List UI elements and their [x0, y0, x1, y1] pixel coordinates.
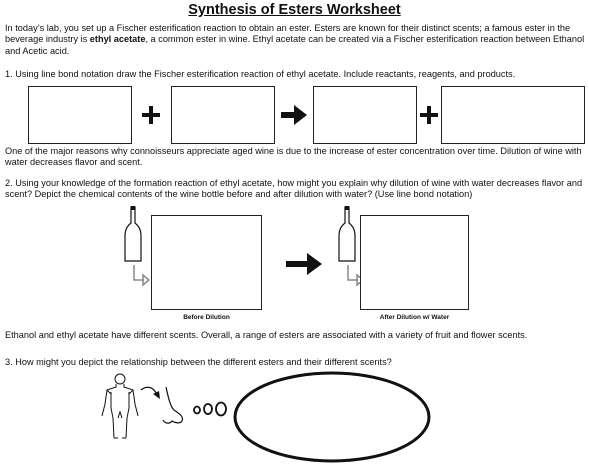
before-dilution-box[interactable] — [151, 215, 262, 310]
scents-paragraph: Ethanol and ethyl acetate have different scents. Overall, a range of esters are associated with a variety of fruit and flower scents. — [5, 330, 528, 340]
question-3: 3. How might you depict the relationship between the different esters and their different scents? — [5, 357, 392, 367]
arrow-right-icon — [281, 104, 308, 126]
person-icon — [98, 372, 142, 440]
after-dilution-caption: After Dilution w/ Water — [379, 314, 450, 321]
curved-arrow-icon — [140, 385, 162, 401]
thought-bubble-icon — [192, 399, 232, 419]
reactant-2-box[interactable] — [171, 86, 275, 144]
scent-thought-bubble[interactable] — [232, 370, 432, 464]
plus-icon — [419, 105, 439, 125]
product-1-box[interactable] — [313, 86, 417, 144]
question-1: 1. Using line bond notation draw the Fischer esterification reaction of ethyl acetate. Include reactants, reagents, and products. — [5, 69, 516, 79]
question-2: 2. Using your knowledge of the formation reaction of ethyl acetate, how might you explain why dilution of wine with water decreases flavor and scent? Depict the chemical contents of the wine bottle before and after dilution with water? (Use line bond notation) — [5, 178, 583, 200]
nose-icon — [160, 386, 188, 426]
before-dilution-caption: Before Dilution — [183, 314, 230, 321]
arrow-right-icon — [286, 253, 323, 275]
product-2-box[interactable] — [441, 86, 585, 144]
reactant-1-box[interactable] — [28, 86, 132, 144]
wine-bottle-icon — [338, 205, 356, 263]
intro-paragraph: In today’s lab, you set up a Fischer esterification reaction to obtain an ester. Esters are known for their distinct scents; a famous ester in the beverage industry is ethyl acetate, a common ester in wine. Ethyl acetate can be created via a Fischer esterification reaction between Ethanol and Acetic acid. — [5, 23, 585, 56]
bent-arrow-icon — [131, 264, 151, 286]
after-dilution-box[interactable] — [360, 215, 469, 310]
ethyl-acetate-bold: ethyl acetate — [89, 34, 146, 45]
wine-bottle-icon — [124, 205, 142, 263]
aging-paragraph: One of the major reasons why connoisseurs appreciate aged wine is due to the increase of ester concentration over time. Dilution of wine with water decreases flavor and scent. — [5, 146, 582, 168]
page-title: Synthesis of Esters Worksheet — [188, 2, 401, 18]
plus-icon — [141, 105, 161, 125]
